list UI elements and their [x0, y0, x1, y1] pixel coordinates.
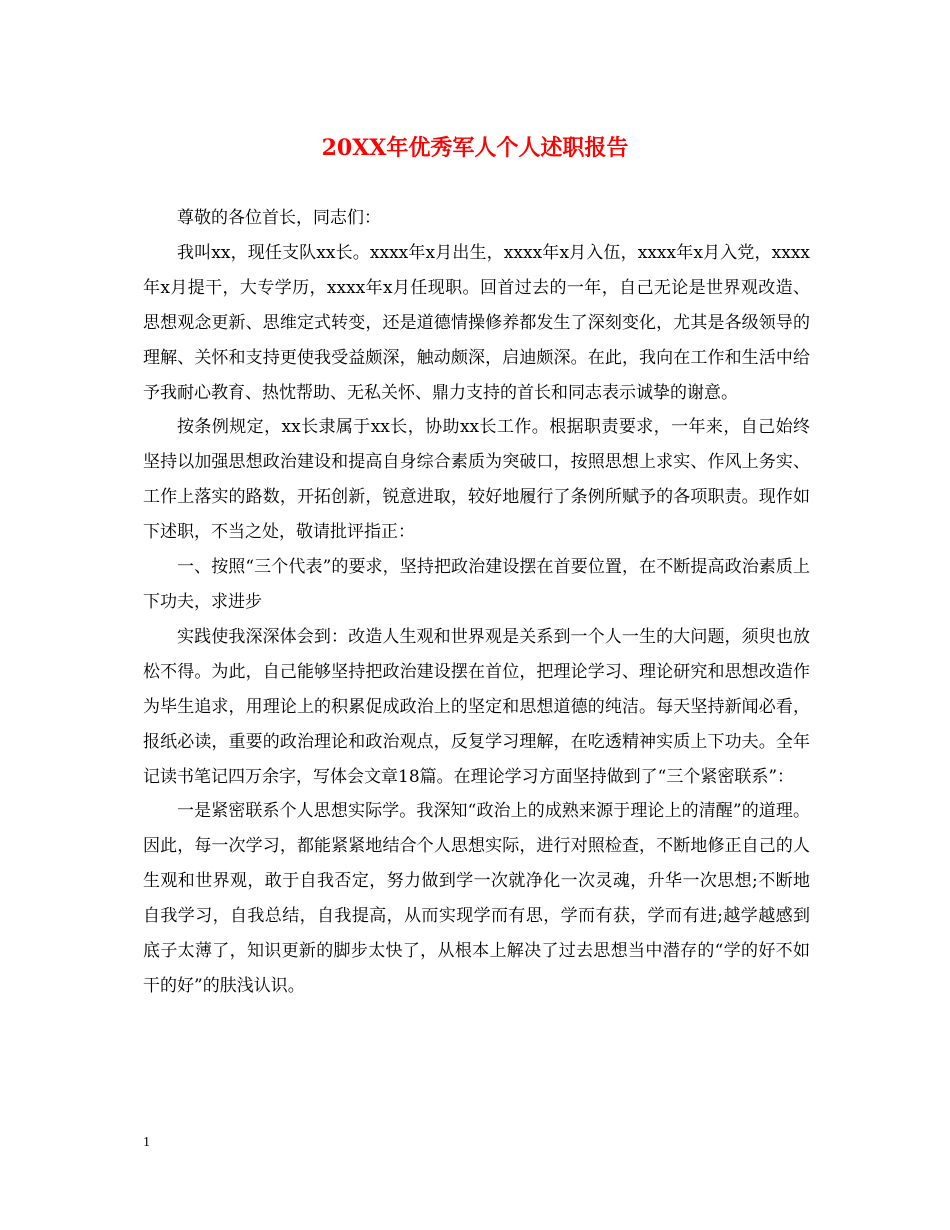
duties-paragraph: 按条例规定，xx长隶属于xx长，协助xx长工作。根据职责要求，一年来，自己始终坚持以加强思想政治建设和提高自身综合素质为突破口，按照思想上求实、作风上务实、工作上落实的路数，开拓创新，锐意进取，较好地履行了条例所赋予的各项职责。现作如下述职，不当之处，敬请批评指正：	[143, 417, 810, 543]
practice-paragraph: 实践使我深深体会到：改造人生观和世界观是关系到一个人一生的大问题，须臾也放松不得。为此，自己能够坚持把政治建设摆在首位，把理论学习、理论研究和思想改造作为毕生追求，用理论上的积累促成政治上的坚定和思想道德的纯洁。每天坚持新闻必看，报纸必读，重要的政治理论和政治观点，反复学习理解，在吃透精神实质上下功夫。全年记读书笔记四万余字，写体会文章18篇。在理论学习方面坚持做到了“三个紧密联系”：	[143, 626, 810, 787]
salutation-paragraph: 尊敬的各位首长，同志们：	[177, 208, 381, 228]
section-heading-paragraph: 一、按照“三个代表”的要求，坚持把政治建设摆在首要位置，在不断提高政治素质上下功夫，求进步	[143, 557, 810, 612]
page-number: 1	[143, 1135, 150, 1150]
first-point-paragraph: 一是紧密联系个人思想实际学。我深知“政治上的成熟来源于理论上的清醒”的道理。因此，每一次学习，都能紧紧地结合个人思想实际，进行对照检查，不断地修正自己的人生观和世界观，敢于自我否定，努力做到学一次就净化一次灵魂，升华一次思想;不断地自我学习，自我总结，自我提高，从而实现学而有思，学而有获，学而有进;越学越感到底子太薄了，知识更新的脚步太快了，从根本上解决了过去思想当中潜存的“学的好不如干的好”的肤浅认识。	[143, 801, 810, 996]
introduction-paragraph: 我叫xx，现任支队xx长。xxxx年x月出生，xxxx年x月入伍，xxxx年x月入党，xxxx年x月提干，大专学历，xxxx年x月任现职。回首过去的一年，自己无论是世界观改造、思想观念更新、思维定式转变，还是道德情操修养都发生了深刻变化，尤其是各级领导的理解、关怀和支持更使我受益颇深，触动颇深，启迪颇深。在此，我向在工作和生活中给予我耐心教育、热忱帮助、无私关怀、鼎力支持的首长和同志表示诚挚的谢意。	[143, 242, 810, 403]
document-body	[143, 201, 810, 1004]
document-title: 20XX年优秀军人个人述职报告	[321, 135, 629, 161]
